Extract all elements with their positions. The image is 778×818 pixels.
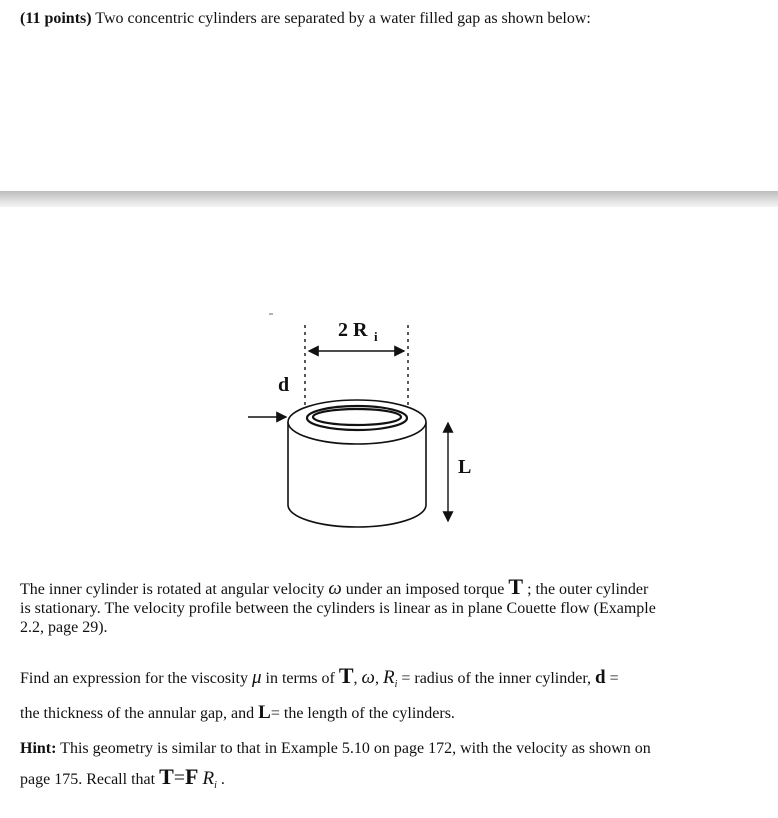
para1-part1: The inner cylinder is rotated at angular velocity bbox=[20, 581, 325, 598]
eq-force: F bbox=[185, 764, 199, 789]
hint-label: Hint: bbox=[20, 740, 57, 757]
para2-part3: = radius of the inner cylinder, bbox=[401, 670, 591, 687]
para1-part3: ; the outer cylinder bbox=[527, 581, 649, 598]
comma-2: , bbox=[374, 670, 379, 687]
paragraph-description bbox=[20, 574, 740, 637]
diameter-label: 2 R bbox=[338, 319, 368, 341]
radius-symbol: R bbox=[382, 667, 395, 688]
torque-symbol-2: T bbox=[338, 663, 354, 688]
gap-label: d bbox=[278, 374, 290, 396]
para2-part1: Find an expression for the viscosity bbox=[20, 670, 248, 687]
para2-line2-part1: the thickness of the annular gap, and bbox=[20, 705, 255, 723]
radius-subscript: i bbox=[394, 679, 398, 691]
eq-equals: = bbox=[173, 767, 186, 789]
points-label: (11 points) bbox=[20, 10, 92, 27]
para2-part2: in terms of bbox=[265, 670, 335, 687]
omega-symbol-2: ω bbox=[361, 667, 375, 688]
gap-symbol: d bbox=[595, 667, 606, 688]
hint-text-1: This geometry is similar to that in Example 5.10 on page 172, with the velocity as shown on bbox=[60, 740, 651, 757]
mu-symbol: μ bbox=[251, 667, 262, 688]
diameter-label-sub: i bbox=[374, 329, 378, 344]
eq-period: . bbox=[220, 771, 225, 788]
length-label: L bbox=[458, 456, 472, 478]
divider-band bbox=[0, 191, 778, 207]
paragraph-task bbox=[20, 662, 740, 728]
cylinder-diagram bbox=[240, 305, 500, 540]
equals-sign: = bbox=[609, 670, 619, 687]
problem-header bbox=[20, 9, 591, 29]
eq-radius: R bbox=[202, 768, 215, 789]
torque-symbol: T bbox=[508, 574, 524, 599]
problem-statement: Two concentric cylinders are separated by a water filled gap as shown below: bbox=[95, 10, 591, 27]
para1-line2: is stationary. The velocity profile between the cylinders is linear as in plane Couette flow (Example bbox=[20, 600, 656, 617]
length-symbol: L bbox=[258, 702, 271, 724]
cylinder-figure bbox=[240, 305, 500, 545]
eq-radius-sub: i bbox=[214, 780, 217, 792]
hint-text-2: page 175. Recall that bbox=[20, 771, 156, 788]
para1-line3: 2.2, page 29). bbox=[20, 619, 108, 636]
omega-symbol: ω bbox=[328, 578, 342, 599]
comma-1: , bbox=[353, 670, 358, 687]
hint-block bbox=[20, 735, 740, 800]
para2-line2-part2: = the length of the cylinders. bbox=[270, 705, 455, 723]
eq-torque: T bbox=[159, 764, 174, 789]
para1-part2: under an imposed torque bbox=[345, 581, 505, 598]
